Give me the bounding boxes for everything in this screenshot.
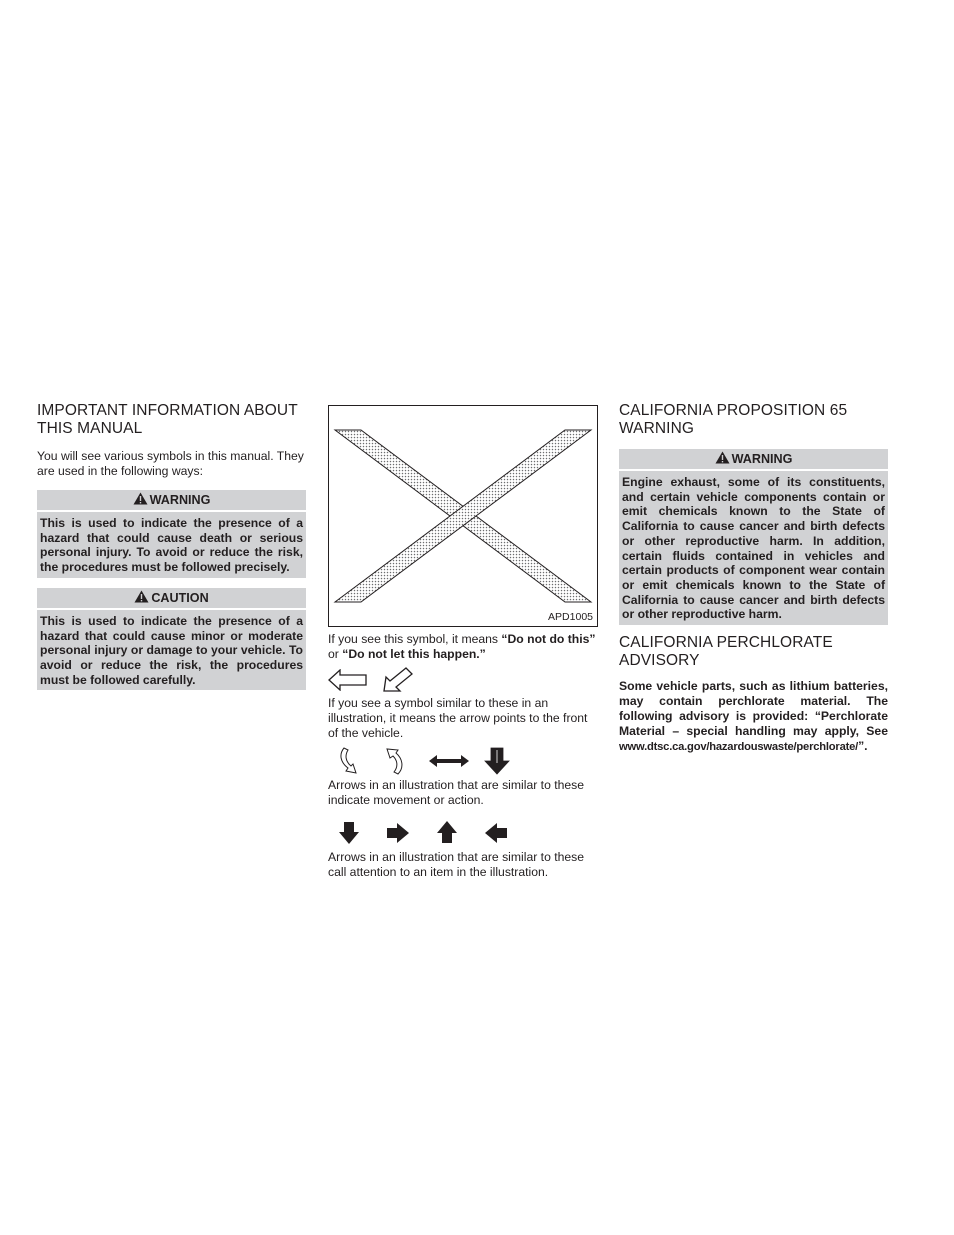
caution-box-header xyxy=(37,588,306,608)
attention-arrow-text: Arrows in an illustration that are similar to these call attention to an item in the illustration. xyxy=(328,850,585,879)
warning-triangle-icon xyxy=(133,492,148,505)
symbol-meaning-text: If you see this symbol, it means “Do not do this” or “Do not let this happen.” xyxy=(328,632,596,661)
attention-right-arrow-icon xyxy=(386,822,410,844)
intro-text: You will see various symbols in this manual. They are used in the following ways: xyxy=(37,449,304,478)
warning-box-header xyxy=(37,490,306,510)
attention-arrow-icons xyxy=(328,820,598,850)
caution-triangle-icon xyxy=(134,590,149,603)
front-arrow-icons xyxy=(328,666,598,696)
prop65-warning-text: Engine exhaust, some of its constituents, and certain vehicle components contain or emit chemicals known to the State of California to cause cancer and birth defects or other reproductive harm. In addition, certain fluids contained in vehicles and certain products of component wear contain or emit chemicals known to the State of California to cause cancer and birth defects or other reproductive harm. xyxy=(619,469,888,625)
right-column xyxy=(619,402,888,755)
prop65-warning-title: WARNING xyxy=(731,452,793,466)
do-not-do-this-phrase: “Do not do this” xyxy=(501,632,596,646)
movement-arrow-text: Arrows in an illustration that are similar to these indicate movement or action. xyxy=(328,778,585,807)
caution-box xyxy=(37,588,306,691)
front-arrow-diagonal-icon xyxy=(382,667,414,693)
do-not-symbol-figure xyxy=(328,405,598,627)
do-not-let-this-happen-phrase: “Do not let this happen.” xyxy=(342,647,486,661)
attention-left-arrow-icon xyxy=(484,822,508,844)
movement-arrow-icons xyxy=(328,746,598,778)
caution-box-text: This is used to indicate the presence of a hazard that could cause minor or moderate personal injury or damage to your vehicle. To avoid or reduce the risk, the procedures must be followed carefully. xyxy=(37,608,306,691)
left-column xyxy=(37,402,306,690)
caution-box-title: CAUTION xyxy=(151,590,209,605)
prop65-warning-box xyxy=(619,449,888,625)
curved-arrow-up-icon xyxy=(384,746,406,776)
do-not-x-icon xyxy=(329,406,597,626)
prop65-heading: CALIFORNIA PROPOSITION 65 WARNING xyxy=(619,402,848,437)
warning-triangle-icon xyxy=(715,451,730,464)
bold-down-arrow-outline-icon xyxy=(484,747,510,775)
perchlorate-url-link[interactable]: www.dtsc.ca.gov/hazardouswaste/perchlorate/ xyxy=(619,741,859,754)
front-arrow-text: If you see a symbol similar to these in an illustration, it means the arrow points to the front of the vehicle. xyxy=(328,696,588,740)
perchlorate-heading: CALIFORNIA PERCHLORATE ADVISORY xyxy=(619,634,833,670)
attention-up-arrow-icon xyxy=(436,820,458,844)
prop65-warning-header xyxy=(619,449,888,469)
warning-box xyxy=(37,490,306,578)
warning-box-text: This is used to indicate the presence of a hazard that could cause death or serious personal injury. To avoid or reduce the risk, the procedures must be followed precisely. xyxy=(37,510,306,578)
curved-arrow-down-icon xyxy=(338,746,360,776)
important-info-heading: IMPORTANT INFORMATION ABOUT THIS MANUAL xyxy=(37,402,298,437)
middle-column xyxy=(328,405,598,880)
double-arrow-icon xyxy=(428,753,470,769)
warning-box-title: WARNING xyxy=(149,493,211,507)
front-arrow-left-icon xyxy=(328,669,370,691)
figure-label: APD1005 xyxy=(548,611,593,623)
perchlorate-text: Some vehicle parts, such as lithium batteries, may contain perchlorate material. The following advisory is provided: “Perchlorate Material – special handling may apply, See www.dtsc.ca.gov/hazardouswaste/perchlorate/”. xyxy=(619,679,888,754)
attention-down-arrow-icon xyxy=(338,821,360,845)
